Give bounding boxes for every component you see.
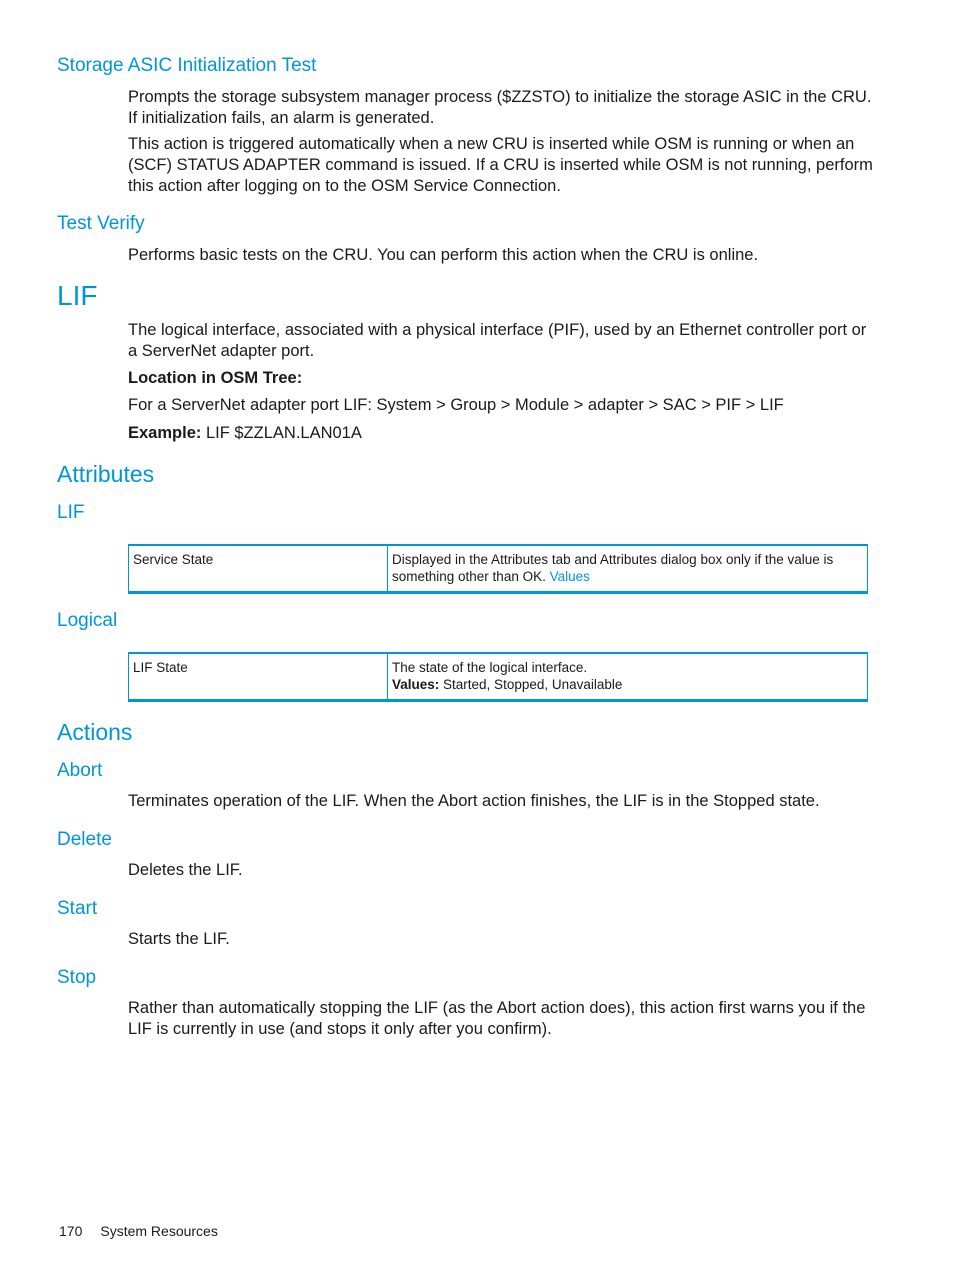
lif-location-value: For a ServerNet adapter port LIF: System > Group > Module > adapter > SAC > PIF > LIF bbox=[128, 396, 784, 414]
heading-actions: Actions bbox=[57, 719, 133, 745]
table-row bbox=[129, 653, 868, 701]
lif-attributes-table bbox=[128, 544, 868, 594]
page-number: 170 bbox=[59, 1223, 83, 1239]
subheading-attributes-lif: LIF bbox=[57, 502, 85, 523]
asic-trigger-description: This action is triggered automatically when a new CRU is inserted while OSM is running or when an (SCF) STATUS ADAPTER command is issued. If a CRU is inserted while OSM is not running, perform this action after logging on to the OSM Service Connection. bbox=[128, 135, 873, 195]
stop-description: Rather than automatically stopping the LIF (as the Abort action does), this action first warns you if the LIF is currently in use (and stops it only after you confirm). bbox=[128, 999, 866, 1038]
lif-location-label: Location in OSM Tree: bbox=[128, 369, 303, 387]
attribute-description-text: The state of the logical interface. bbox=[392, 660, 588, 675]
heading-stop: Stop bbox=[57, 967, 97, 988]
lif-example-label: Example: bbox=[128, 424, 202, 442]
heading-attributes: Attributes bbox=[57, 461, 155, 487]
attribute-name: LIF State bbox=[129, 653, 388, 701]
abort-description: Terminates operation of the LIF. When the Abort action finishes, the LIF is in the Stopped state. bbox=[128, 792, 820, 810]
lif-example bbox=[128, 423, 873, 444]
values-link[interactable]: Values bbox=[549, 569, 590, 584]
lif-description: The logical interface, associated with a physical interface (PIF), used by an Ethernet controller port or a ServerNet adapter port. bbox=[128, 321, 867, 360]
heading-delete: Delete bbox=[57, 829, 112, 850]
attribute-description-text: Displayed in the Attributes tab and Attributes dialog box only if the value is something other than OK. bbox=[392, 552, 834, 584]
logical-attributes-table bbox=[128, 652, 868, 702]
delete-description: Deletes the LIF. bbox=[128, 861, 243, 879]
heading-storage-asic-init-test: Storage ASIC Initialization Test bbox=[57, 55, 317, 76]
test-verify-description: Performs basic tests on the CRU. You can perform this action when the CRU is online. bbox=[128, 246, 759, 264]
attribute-name: Service State bbox=[129, 545, 388, 593]
start-description: Starts the LIF. bbox=[128, 930, 230, 948]
values-text: Started, Stopped, Unavailable bbox=[439, 677, 623, 692]
asic-description: Prompts the storage subsystem manager process ($ZZSTO) to initialize the storage ASIC in the CRU. If initialization fails, an alarm is generated. bbox=[128, 88, 872, 127]
attribute-description bbox=[388, 653, 868, 701]
heading-start: Start bbox=[57, 898, 98, 919]
heading-abort: Abort bbox=[57, 760, 103, 781]
lif-example-value: LIF $ZZLAN.LAN01A bbox=[201, 424, 362, 442]
table-row bbox=[129, 545, 868, 593]
attribute-values bbox=[392, 676, 863, 693]
subheading-logical: Logical bbox=[57, 610, 118, 631]
values-label: Values: bbox=[392, 677, 440, 692]
footer-section-title: System Resources bbox=[100, 1223, 218, 1239]
page-footer bbox=[59, 1223, 218, 1239]
heading-test-verify: Test Verify bbox=[57, 213, 145, 234]
heading-lif: LIF bbox=[57, 280, 98, 311]
attribute-description bbox=[388, 545, 868, 593]
